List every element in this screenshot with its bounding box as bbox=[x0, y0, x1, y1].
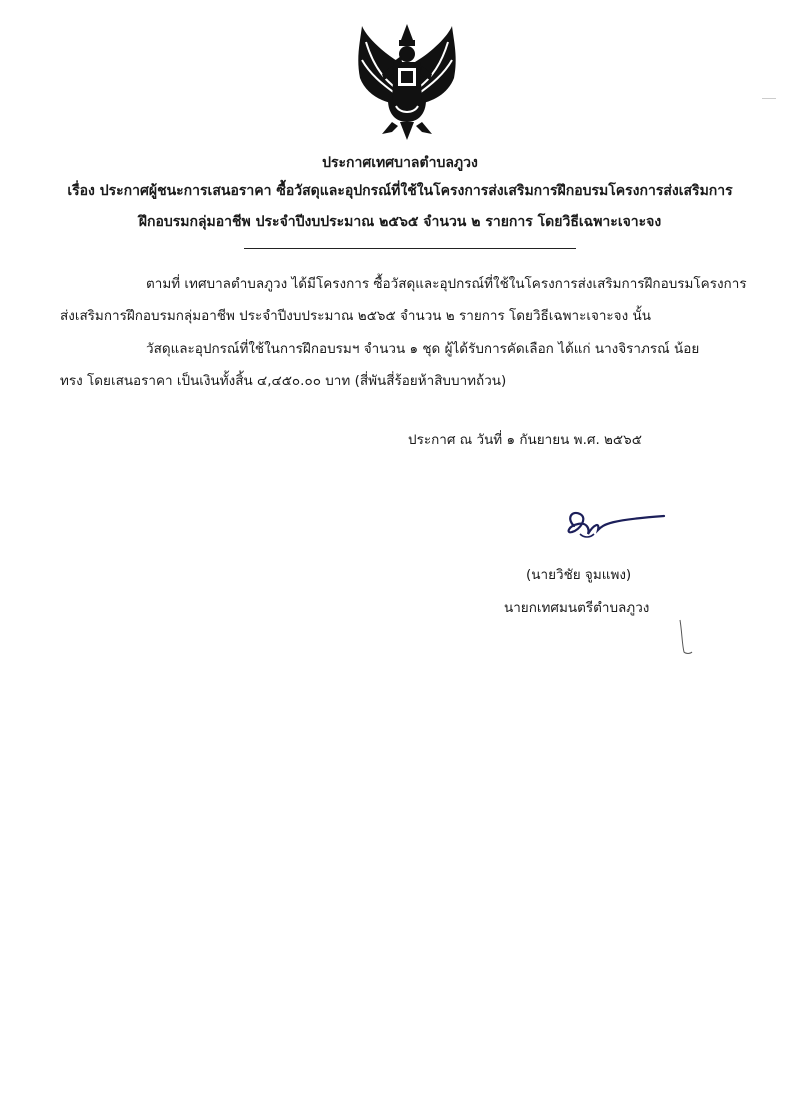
scan-mark bbox=[762, 98, 776, 99]
subject-line-2: ฝึกอบรมกลุ่มอาชีพ ประจำปีงบประมาณ ๒๕๖๕ จำนวน ๒ รายการ โดยวิธีเฉพาะเจาะจง bbox=[138, 214, 662, 230]
garuda-emblem-icon bbox=[352, 22, 462, 140]
subject-line-1: เรื่อง ประกาศผู้ชนะการเสนอราคา ซื้อวัสดุและอุปกรณ์ที่ใช้ในโครงการส่งเสริมการฝึกอบรมโครงการส่งเสริมการ bbox=[67, 183, 733, 199]
signatory-position: นายกเทศมนตรีตำบลภูวง bbox=[504, 600, 650, 616]
divider-line bbox=[244, 248, 576, 249]
announcement-date: ประกาศ ณ วันที่ ๑ กันยายน พ.ศ. ๒๕๖๕ bbox=[408, 432, 642, 448]
pen-mark bbox=[666, 618, 696, 658]
body-line-1: ตามที่ เทศบาลตำบลภูวง ได้มีโครงการ ซื้อวัสดุและอุปกรณ์ที่ใช้ในโครงการส่งเสริมการฝึกอบรมโครงการ bbox=[146, 276, 747, 292]
body-line-2: ส่งเสริมการฝึกอบรมกลุ่มอาชีพ ประจำปีงบประมาณ ๒๕๖๕ จำนวน ๒ รายการ โดยวิธีเฉพาะเจาะจง นั้น bbox=[60, 308, 651, 324]
announcement-title: ประกาศเทศบาลตำบลภูวง bbox=[322, 155, 478, 171]
signatory-name: (นายวิชัย จูมแพง) bbox=[526, 567, 632, 583]
body-line-3: วัสดุและอุปกรณ์ที่ใช้ในการฝึกอบรมฯ จำนวน ๑ ชุด ผู้ได้รับการคัดเลือก ได้แก่ นางจิราภรณ์ น้อย bbox=[146, 341, 700, 357]
signature-image bbox=[560, 504, 670, 544]
body-line-4: ทรง โดยเสนอราคา เป็นเงินทั้งสิ้น ๔,๔๕๐.๐๐ บาท (สี่พันสี่ร้อยห้าสิบบาทถ้วน) bbox=[60, 373, 507, 389]
